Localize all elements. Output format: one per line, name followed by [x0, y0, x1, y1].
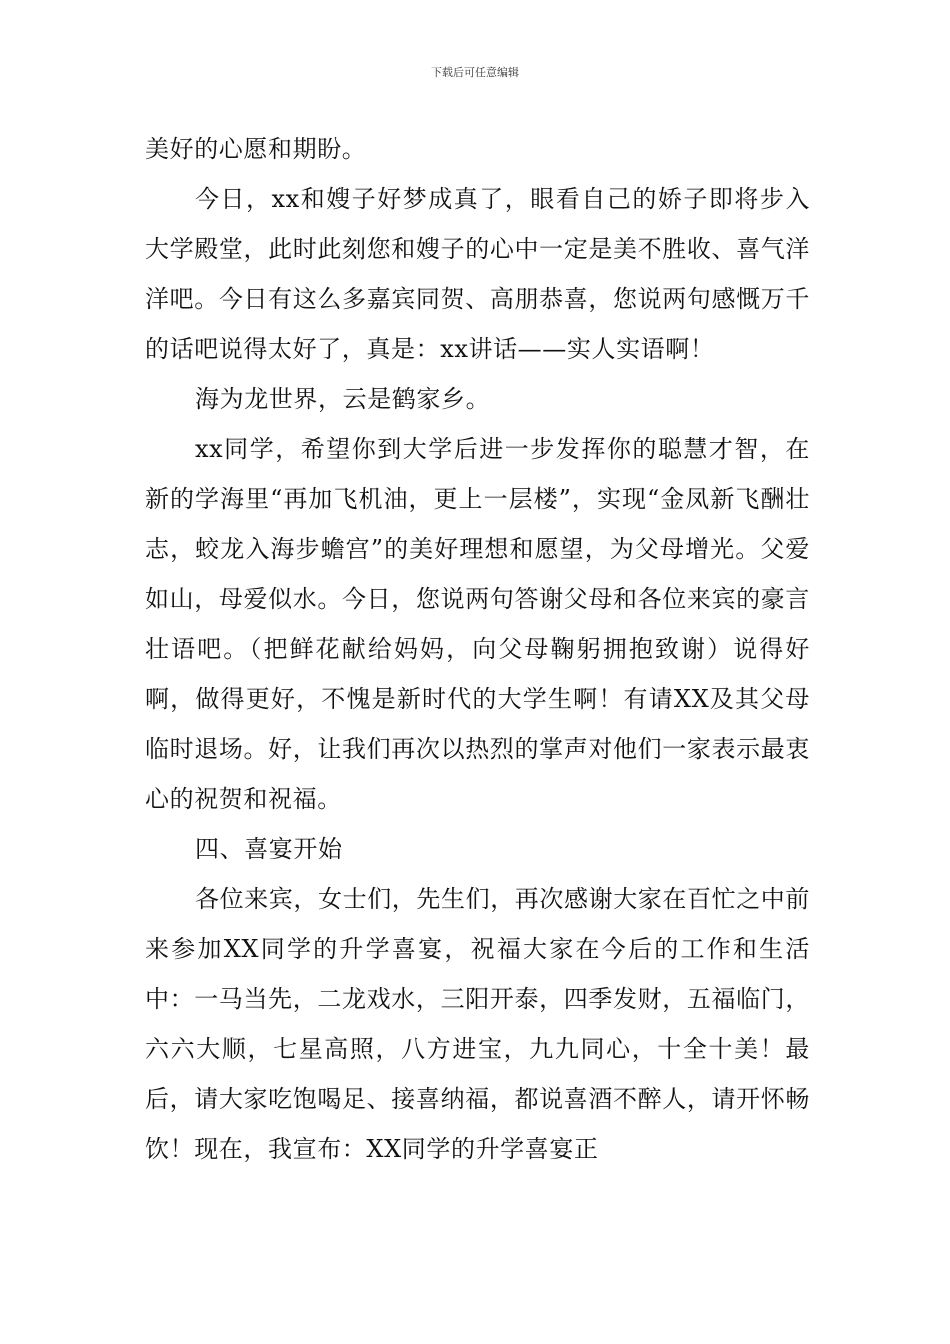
paragraph-closing-blessing: 各位来宾，女士们，先生们，再次感谢大家在百忙之中前来参加XX同学的升学喜宴，祝福大家在今后的工作和生活中：一马当先，二龙戏水，三阳开泰，四季发财，五福临门，六六大顺，七星高照，八方进宝，九九同心，十全十美！最后，请大家吃饱喝足、接喜纳福，都说喜酒不醉人，请开怀畅饮！现在，我宣布：XX同学的升学喜宴正	[145, 885, 810, 1163]
section-heading-banquet-start: 四、喜宴开始	[195, 835, 343, 863]
document-body	[145, 124, 810, 1174]
paragraph-parents-speech: 今日，xx和嫂子好梦成真了，眼看自己的娇子即将步入大学殿堂，此时此刻您和嫂子的心中一定是美不胜收、喜气洋洋吧。今日有这么多嘉宾同贺、高朋恭喜，您说两句感慨万千的话吧说得太好了，真是：xx讲话——实人实语啊！	[145, 185, 810, 363]
paragraph-continuation: 美好的心愿和期盼。	[145, 135, 367, 163]
page-header-note: 下载后可任意编辑	[431, 66, 519, 79]
paragraph-couplet: 海为龙世界，云是鹤家乡。	[195, 385, 491, 413]
paragraph-student-blessing: xx同学，希望你到大学后进一步发挥你的聪慧才智，在新的学海里“再加飞机油，更上一层楼”，实现“金凤新飞酬壮志，蛟龙入海步蟾宫”的美好理想和愿望，为父母增光。父爱如山，母爱似水。今日，您说两句答谢父母和各位来宾的豪言壮语吧。（把鲜花献给妈妈，向父母鞠躬拥抱致谢）说得好啊，做得更好，不愧是新时代的大学生啊！有请XX及其父母临时退场。好，让我们再次以热烈的掌声对他们一家表示最衷心的祝贺和祝福。	[145, 435, 810, 813]
